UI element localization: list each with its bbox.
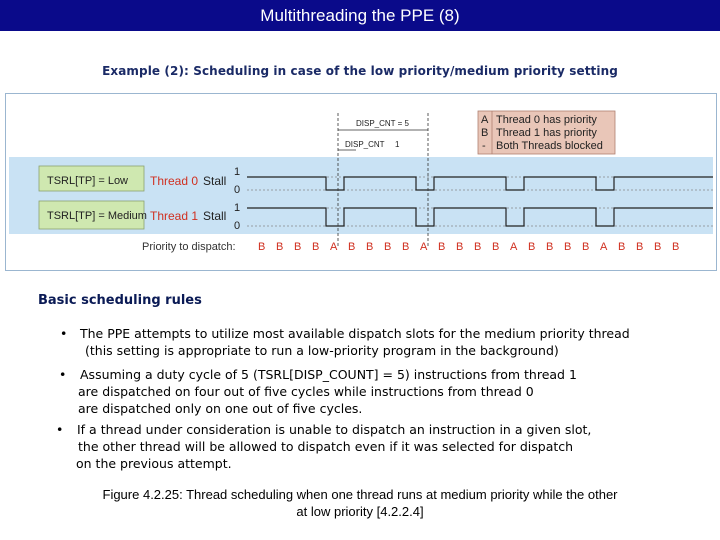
- bullet-dot: •: [59, 367, 67, 382]
- rule-3-line-1: If a thread under consideration is unable to dispatch an instruction in a given slot,: [77, 422, 592, 437]
- dispatch-slot: B: [528, 241, 536, 253]
- dispatch-slot: A: [600, 241, 608, 253]
- dispatch-slot: B: [564, 241, 572, 253]
- dispatch-slot: B: [654, 241, 662, 253]
- legend-text-0: Thread 0 has priority: [496, 114, 597, 126]
- dispatch-slot: B: [294, 241, 302, 253]
- legend-key-1: B: [481, 127, 489, 139]
- tsrl-label-0: TSRL[TP] = Low: [47, 175, 129, 187]
- rule-item-2: [59, 366, 577, 417]
- dispatch-slot: B: [636, 241, 644, 253]
- rule-2-line-3: are dispatched only on one out of five cycles.: [78, 401, 363, 416]
- legend-text-2: Both Threads blocked: [496, 140, 603, 152]
- tsrl-label-1: TSRL[TP] = Medium: [47, 210, 147, 222]
- rule-2-line-1: Assuming a duty cycle of 5 (TSRL[DISP_COUNT] = 5) instructions from thread 1: [80, 367, 577, 382]
- rule-item-1: [60, 325, 630, 359]
- rule-3-line-3: on the previous attempt.: [76, 456, 232, 471]
- stall-label-0: Stall: [203, 174, 227, 188]
- dispatch-slot: A: [510, 241, 518, 253]
- rule-item-3: [56, 421, 592, 472]
- dispatch-slot: B: [672, 241, 680, 253]
- rule-2-line-2: are dispatched on four out of five cycles while instructions from thread 0: [78, 384, 534, 399]
- dispatch-slot: B: [276, 241, 284, 253]
- caption-line-1: Figure 4.2.25: Thread scheduling when one thread runs at medium priority while the other: [102, 487, 618, 502]
- dispatch-slot: B: [366, 241, 374, 253]
- slide-subtitle: Example (2): Scheduling in case of the low priority/medium priority setting: [102, 64, 618, 78]
- dispatch-slot: B: [492, 241, 500, 253]
- dispatch-slot: B: [258, 241, 266, 253]
- dispatch-slot: B: [618, 241, 626, 253]
- rule-3-line-2: the other thread will be allowed to dispatch even if it was selected for dispatch: [78, 439, 574, 454]
- level-zero-1: 0: [234, 220, 241, 232]
- level-zero-0: 0: [234, 184, 241, 196]
- dispatch-slot: B: [384, 241, 392, 253]
- slide-title: Multithreading the PPE (8): [0, 0, 720, 31]
- disp-cnt-label: DISP_CNT = 5: [356, 119, 409, 128]
- bullet-dot: •: [56, 422, 64, 437]
- priority-label: Priority to dispatch:: [142, 241, 236, 253]
- rules-heading: Basic scheduling rules: [38, 293, 202, 308]
- level-one-0: 1: [234, 166, 241, 178]
- dispatch-slot: B: [474, 241, 482, 253]
- rule-1-line-1: The PPE attempts to utilize most available dispatch slots for the medium priority thread: [80, 326, 630, 341]
- dispatch-slot: B: [546, 241, 554, 253]
- scheduling-diagram: [5, 93, 717, 271]
- disp-cnt-short-label: DISP_CNT: [345, 140, 385, 149]
- legend-key-0: A: [481, 114, 489, 126]
- dispatch-slot: B: [402, 241, 410, 253]
- level-one-1: 1: [234, 202, 241, 214]
- dispatch-slot: B: [348, 241, 356, 253]
- dispatch-slot: A: [420, 241, 428, 253]
- dispatch-slot: B: [582, 241, 590, 253]
- legend-text-1: Thread 1 has priority: [496, 127, 597, 139]
- disp-cnt-value: 1: [395, 140, 400, 149]
- rule-1-line-2: (this setting is appropriate to run a low-priority program in the background): [85, 343, 559, 358]
- legend-key-2: -: [482, 140, 486, 152]
- thread1-label: Thread 1: [150, 209, 199, 223]
- stall-label-1: Stall: [203, 209, 227, 223]
- dispatch-slot: A: [330, 241, 338, 253]
- caption-line-2: at low priority [4.2.2.4]: [296, 504, 424, 519]
- dispatch-slot: B: [438, 241, 446, 253]
- bullet-dot: •: [60, 326, 68, 341]
- dispatch-slot: B: [312, 241, 320, 253]
- dispatch-slot: B: [456, 241, 464, 253]
- thread0-label: Thread 0: [150, 174, 199, 188]
- figure-caption: [0, 486, 720, 520]
